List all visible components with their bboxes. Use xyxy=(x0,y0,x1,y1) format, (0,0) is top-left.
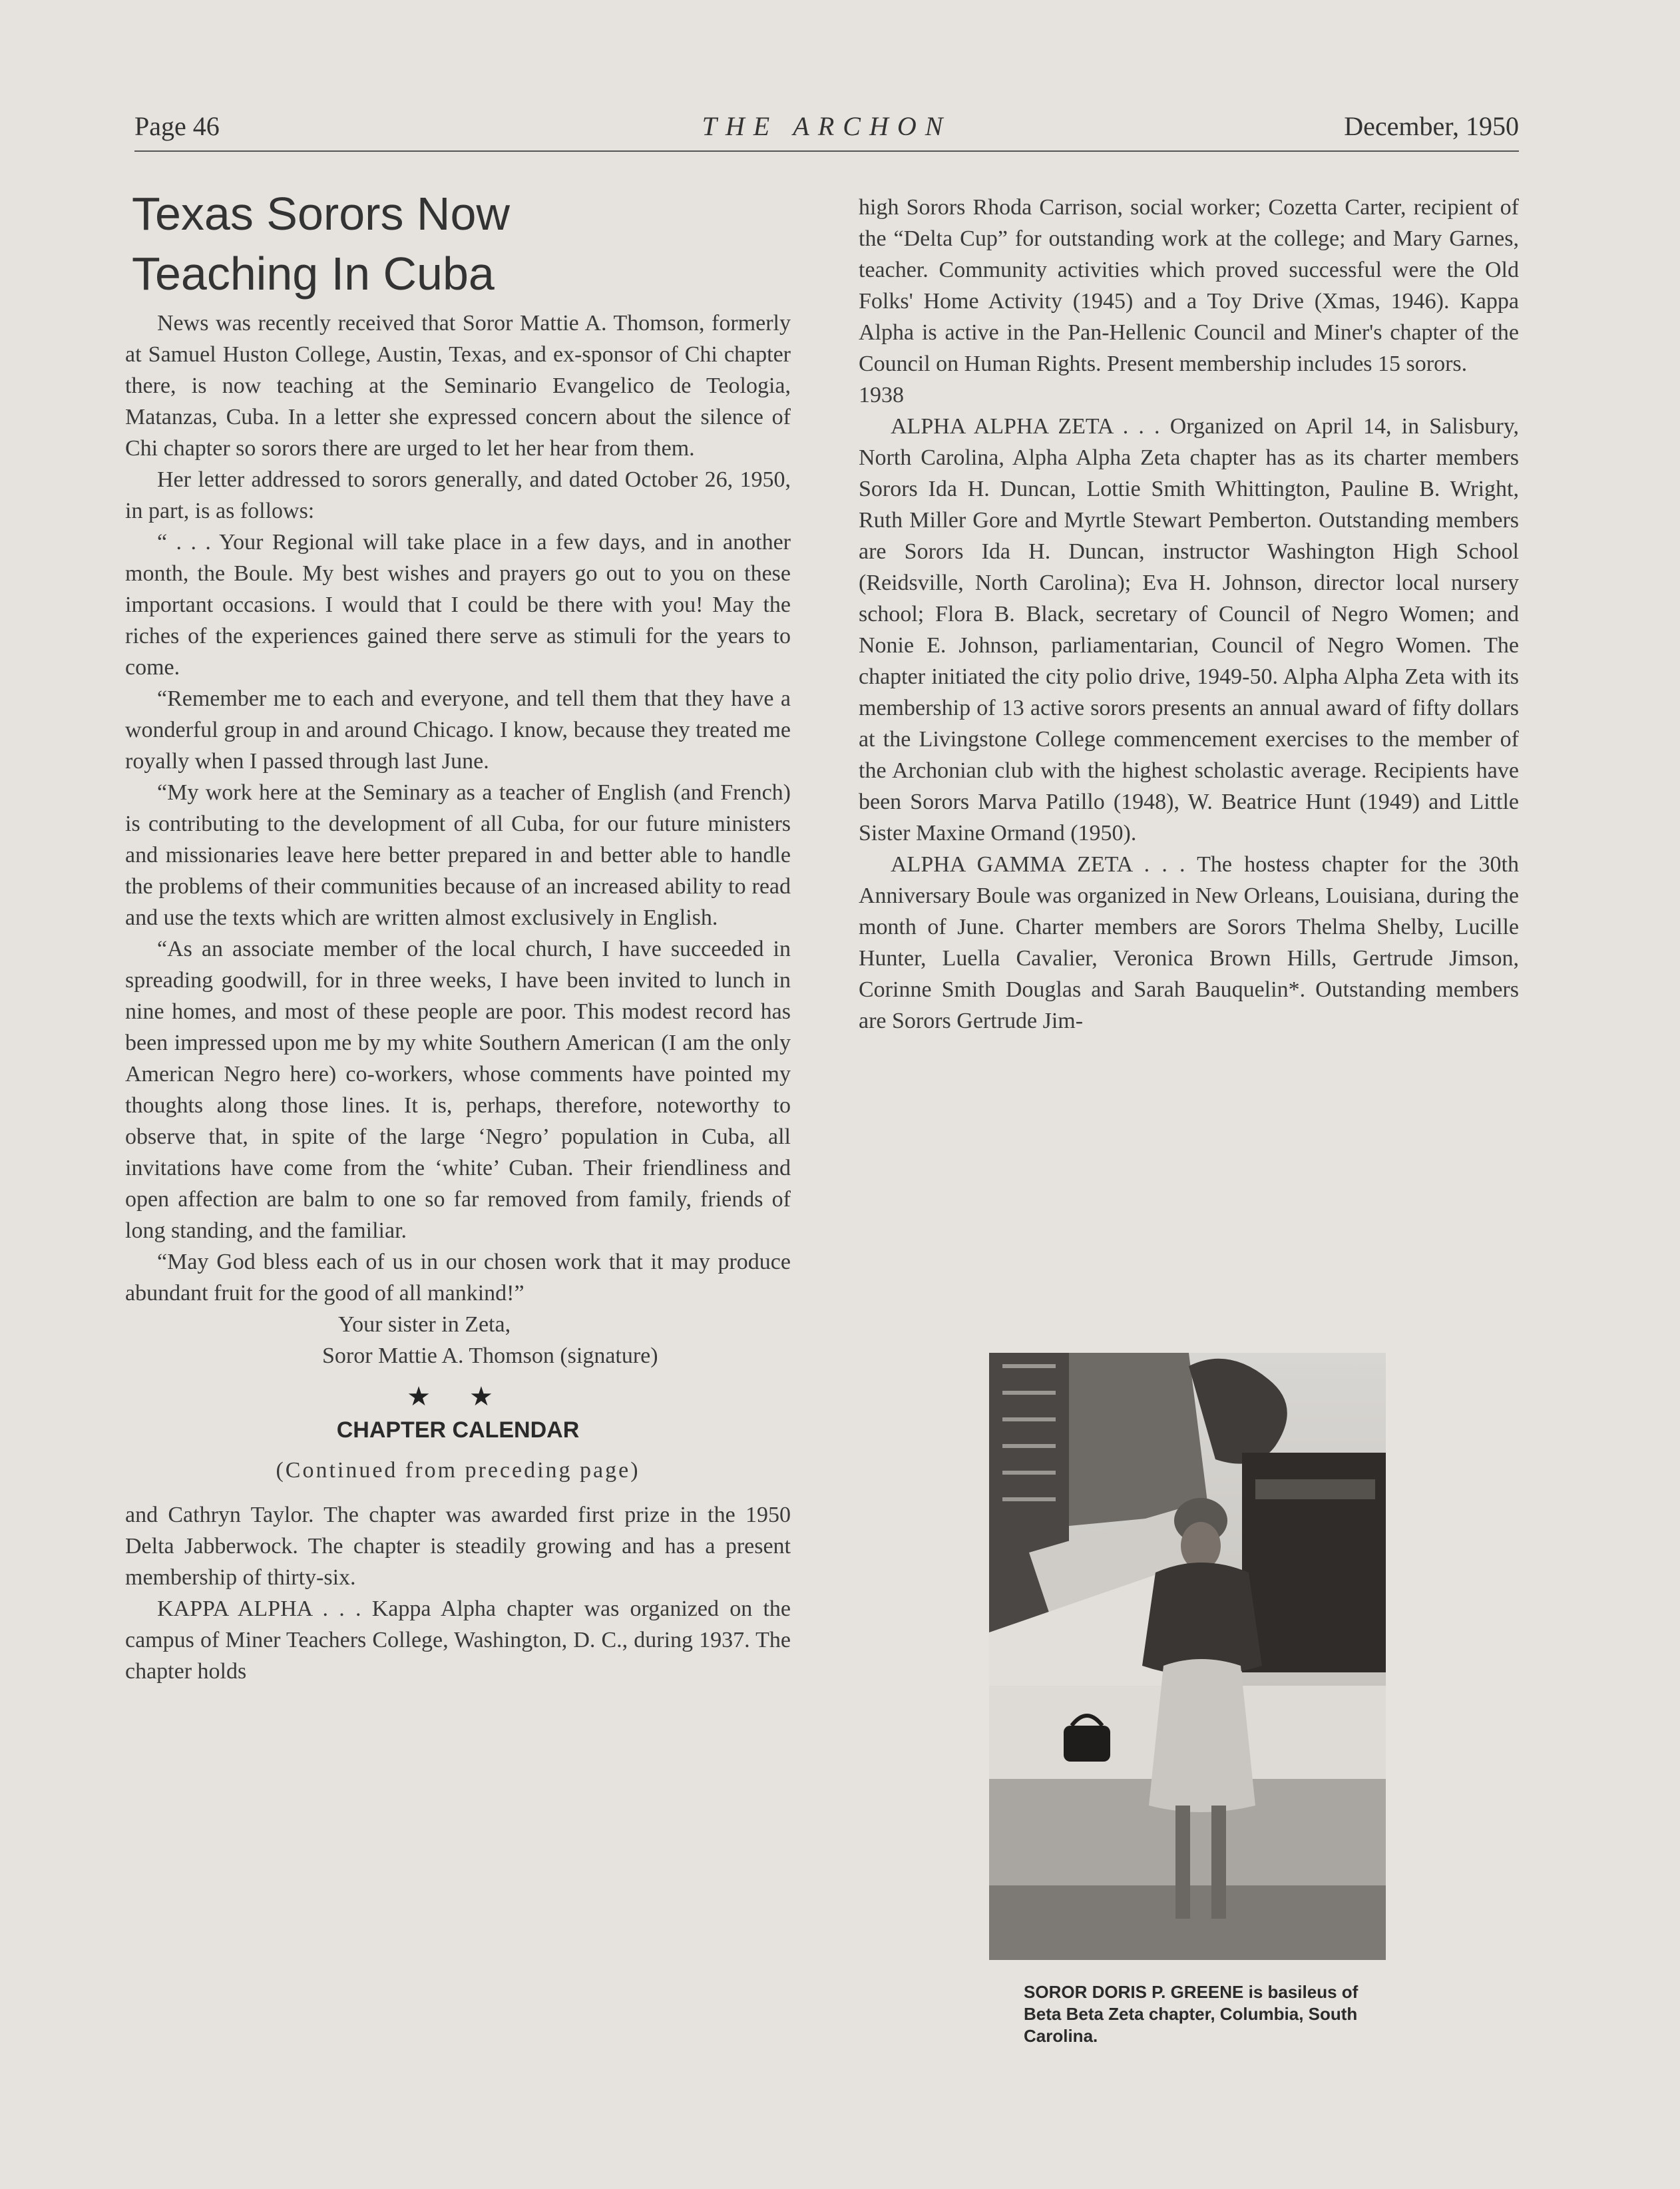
letter-signature: Soror Mattie A. Thomson (signature) xyxy=(322,1343,658,1368)
calendar-paragraph: high Sorors Rhoda Carrison, social worker; Cozetta Carter, recipient of the “Delta Cup” for outstanding work at the college; and Mary Garnes, teacher. Community activities which proved successful were the Old Folks' Home Activity (1945) and a Toy Drive (Xmas, 1946). Kappa Alpha is active in the Pan-Hellenic Council and Miner's chapter of the Council on Human Rights. Present membership includes 15 sorors. xyxy=(859,195,1519,376)
left-column xyxy=(125,184,791,1687)
portrait-photo-illustration xyxy=(989,1353,1386,1960)
publication-title: THE ARCHON xyxy=(702,111,952,141)
calendar-paragraph: ALPHA ALPHA ZETA . . . Organized on April 14, in Salisbury, North Carolina, Alpha Alpha Zeta chapter has as its charter members Sorors Ida H. Duncan, Lottie Smith Whittington, Pauline B. Wright, Ruth Miller Gore and Myrtle Stewart Pemberton. Outstanding members are Sorors Ida H. Duncan, instructor Washington High School (Reidsville, North Carolina); Eva H. Johnson, director local nursery school; Flora B. Black, secretary of Council of Negro Women; and Nonie E. Johnson, parliamentarian, Council of Negro Women. The chapter initiated the city polio drive, 1949-50. Alpha Alpha Zeta with its membership of 13 active sorors presents an annual award of fifty dollars at the Livingstone College commencement exercises to the member of the Archonian club with the highest scholastic average. Recipients have been Sorors Marva Patillo (1948), W. Beatrice Hunt (1949) and Little Sister Maxine Ormand (1950). xyxy=(859,414,1519,846)
page-header xyxy=(134,111,1519,150)
article-paragraph: Her letter addressed to sorors generally, and dated October 26, 1950, in part, is as follows: xyxy=(125,467,791,523)
article-paragraph: “As an associate member of the local church, I have succeeded in spreading goodwill, for in three weeks, I have been invited to lunch in nine homes, and most of these people are poor. This modest record has been impressed upon me by my white Southern American (I am the only American Negro here) co-workers, whose comments have pointed my thoughts along those lines. It is, perhaps, therefore, noteworthy to observe that, in spite of the large ‘Negro’ population in Cuba, all invitations have come from the ‘white’ Cuban. Their friendliness and open affection are balm to one so far removed from family, friends of long standing, and the familiar. xyxy=(125,937,791,1243)
calendar-paragraph: ALPHA GAMMA ZETA . . . The hostess chapter for the 30th Anniversary Boule was organized in New Orleans, Louisiana, during the month of June. Charter members are Sorors Thelma Shelby, Lucille Hunter, Luella Cavalier, Veronica Brown Hills, Gertrude Jimson, Corinne Smith Douglas and Sarah Bauquelin*. Outstanding members are Sorors Gertrude Jim- xyxy=(859,852,1519,1033)
right-column xyxy=(859,192,1519,1037)
calendar-year: 1938 xyxy=(859,383,904,407)
article-paragraph: “ . . . Your Regional will take place in a few days, and in another month, the Boule. My best wishes and prayers go out to you on these important occasions. I would that I could be there with you! May the riches of the experiences gained there serve as stimuli for the years to come. xyxy=(125,530,791,680)
article-paragraph: “May God bless each of us in our chosen work that it may produce abundant fruit for the good of all mankind!” xyxy=(125,1250,791,1306)
calendar-subheading: (Continued from preceding page) xyxy=(276,1458,640,1483)
article-paragraph: News was recently received that Soror Mattie A. Thomson, formerly at Samuel Huston College, Austin, Texas, and ex-sponsor of Chi chapter there, is now teaching at the Seminario Evangelico de Teologia, Matanzas, Cuba. In a letter she expressed concern about the silence of Chi chapter so sorors there are urged to let her hear from them. xyxy=(125,311,791,461)
article-paragraph: “My work here at the Seminary as a teacher of English (and French) is contributing to the development of all Cuba, for our future ministers and missionaries leave here better prepared in and better able to handle the problems of their communities because of an increased ability to read and use the texts which are written almost exclusively in English. xyxy=(125,780,791,930)
letter-closing: Your sister in Zeta, xyxy=(338,1312,511,1337)
header-rule xyxy=(134,150,1519,152)
article-title xyxy=(132,184,791,304)
article-title-line-2: Teaching In Cuba xyxy=(132,248,495,300)
article-paragraph: “Remember me to each and everyone, and tell them that they have a wonderful group in and around Chicago. I know, because they treated me royally when I passed through last June. xyxy=(125,686,791,774)
article-title-line-1: Texas Sorors Now xyxy=(132,188,510,240)
photo-caption: SOROR DORIS P. GREENE is basileus of Beta Beta Zeta chapter, Columbia, South Carolina. xyxy=(1024,1982,1359,2046)
calendar-paragraph: KAPPA ALPHA . . . Kappa Alpha chapter was organized on the campus of Miner Teachers College, Washington, D. C., during 1937. The chapter holds xyxy=(125,1596,791,1684)
portrait-photo xyxy=(989,1353,1386,1960)
page-number: Page 46 xyxy=(134,111,220,141)
section-separator: ★ ★ xyxy=(407,1381,509,1411)
issue-date: December, 1950 xyxy=(1344,111,1519,141)
calendar-heading: CHAPTER CALENDAR xyxy=(336,1417,580,1443)
calendar-paragraph: and Cathryn Taylor. The chapter was awarded first prize in the 1950 Delta Jabberwock. The chapter is steadily growing and has a present membership of thirty-six. xyxy=(125,1503,791,1590)
